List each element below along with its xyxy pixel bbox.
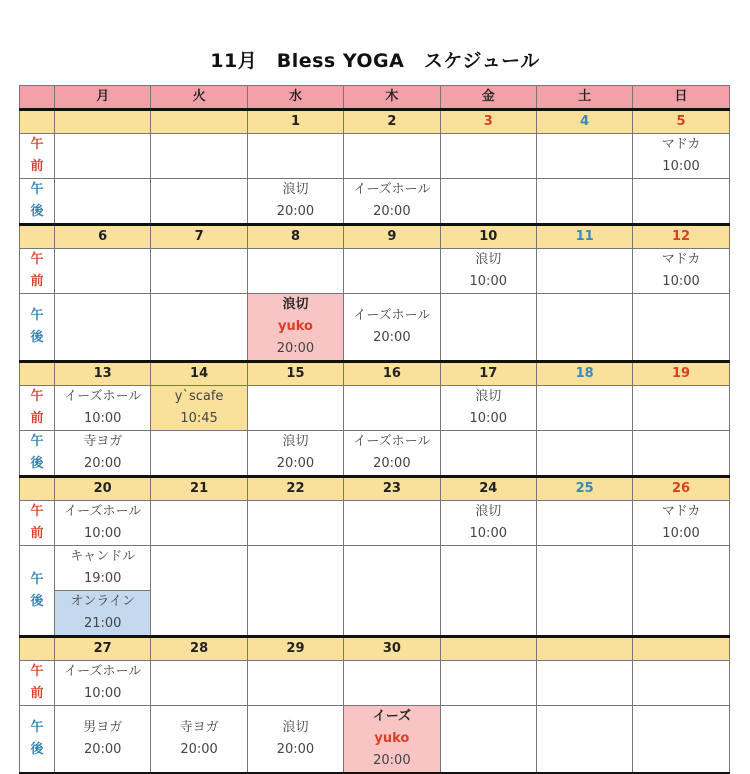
event-cell — [440, 431, 536, 477]
event-cell: 寺ヨガ 20:00 — [151, 706, 247, 774]
event-cell — [633, 294, 729, 362]
date-row-side — [20, 637, 55, 661]
date-row — [20, 637, 730, 661]
event-cell — [151, 661, 247, 706]
event-cell — [344, 249, 440, 294]
event-cell: 浪切 10:00 — [440, 249, 536, 294]
event-cell — [633, 546, 729, 637]
pm-label: 午 後 — [20, 179, 55, 225]
date-row — [20, 362, 730, 386]
event-cell — [151, 431, 247, 477]
date-row-side — [20, 110, 55, 134]
date-cell: 6 — [55, 225, 151, 249]
event-cell — [55, 134, 151, 179]
event-cell: イーズホール 20:00 — [344, 179, 440, 225]
weekday-mon: 月 — [55, 86, 151, 110]
weekday-tue: 火 — [151, 86, 247, 110]
event-cell — [536, 431, 632, 477]
date-row — [20, 225, 730, 249]
event-cell: マドカ 10:00 — [633, 249, 729, 294]
event-cell — [247, 546, 343, 637]
date-cell: 17 — [440, 362, 536, 386]
am-row — [20, 249, 730, 294]
date-cell: 15 — [247, 362, 343, 386]
event-cell — [536, 134, 632, 179]
corner-cell — [20, 86, 55, 110]
event-cell: イーズホール 10:00 — [55, 386, 151, 431]
date-cell: 21 — [151, 477, 247, 501]
date-cell: 29 — [247, 637, 343, 661]
date-cell — [440, 637, 536, 661]
am-label: 午 前 — [20, 501, 55, 546]
pm-label: 午 後 — [20, 431, 55, 477]
am-row — [20, 661, 730, 706]
event-cell — [633, 386, 729, 431]
event-cell — [344, 386, 440, 431]
event-cell — [633, 179, 729, 225]
date-cell: 2 — [344, 110, 440, 134]
date-cell: 7 — [151, 225, 247, 249]
event-cell — [536, 179, 632, 225]
event-cell: 寺ヨガ 20:00 — [55, 431, 151, 477]
event-cell — [536, 501, 632, 546]
event-cell: 男ヨガ 20:00 — [55, 706, 151, 774]
event-cell: 浪切 10:00 — [440, 501, 536, 546]
event-cell-highlighted: 浪切 yuko 20:00 — [247, 294, 343, 362]
event-cell — [633, 431, 729, 477]
date-cell: 1 — [247, 110, 343, 134]
event-cell-split — [55, 546, 151, 637]
event-cell: 浪切 20:00 — [247, 179, 343, 225]
weekday-thu: 木 — [344, 86, 440, 110]
event-online: オンライン 21:00 — [55, 590, 150, 635]
event-cell: マドカ 10:00 — [633, 134, 729, 179]
date-cell: 9 — [344, 225, 440, 249]
event-cell: イーズホール 20:00 — [344, 294, 440, 362]
date-cell — [536, 637, 632, 661]
event-cell — [55, 249, 151, 294]
event-cell — [247, 386, 343, 431]
date-cell: 22 — [247, 477, 343, 501]
date-cell: 24 — [440, 477, 536, 501]
event-cell — [344, 134, 440, 179]
date-row-side — [20, 362, 55, 386]
event-cell — [55, 294, 151, 362]
event-cell: イーズホール 10:00 — [55, 501, 151, 546]
pm-row — [20, 706, 730, 774]
date-cell: 23 — [344, 477, 440, 501]
event-cell-highlighted: イーズ yuko 20:00 — [344, 706, 440, 774]
date-cell: 3 — [440, 110, 536, 134]
event-cell: マドカ 10:00 — [633, 501, 729, 546]
date-cell: 4 — [536, 110, 632, 134]
date-row-side — [20, 225, 55, 249]
date-cell: 18 — [536, 362, 632, 386]
date-row — [20, 110, 730, 134]
date-cell: 28 — [151, 637, 247, 661]
am-row — [20, 134, 730, 179]
weekday-fri: 金 — [440, 86, 536, 110]
event-cell — [536, 661, 632, 706]
am-label: 午 前 — [20, 134, 55, 179]
event-cell — [247, 134, 343, 179]
pm-row — [20, 546, 730, 637]
event-cell — [247, 249, 343, 294]
event-cell — [151, 134, 247, 179]
date-cell: 13 — [55, 362, 151, 386]
date-row — [20, 477, 730, 501]
event-cell — [440, 661, 536, 706]
event-cell — [536, 706, 632, 774]
pm-row — [20, 179, 730, 225]
event-cell — [440, 179, 536, 225]
event-cell — [344, 501, 440, 546]
weekday-sat: 土 — [536, 86, 632, 110]
am-row — [20, 386, 730, 431]
am-label: 午 前 — [20, 249, 55, 294]
event-cell — [440, 546, 536, 637]
event-cell — [344, 546, 440, 637]
event-cell — [151, 179, 247, 225]
event-cell — [55, 179, 151, 225]
date-cell: 12 — [633, 225, 729, 249]
event-cell: 浪切 20:00 — [247, 706, 343, 774]
pm-row — [20, 431, 730, 477]
date-cell — [633, 637, 729, 661]
date-row-side — [20, 477, 55, 501]
event-cell — [440, 706, 536, 774]
event-cell — [536, 249, 632, 294]
date-cell: 8 — [247, 225, 343, 249]
event-cell — [440, 294, 536, 362]
event-cell: 浪切 20:00 — [247, 431, 343, 477]
event-cell-highlighted: y`scafe 10:45 — [151, 386, 247, 431]
pm-label: 午 後 — [20, 546, 55, 637]
date-cell: 20 — [55, 477, 151, 501]
event-cell — [247, 501, 343, 546]
event-cell — [344, 661, 440, 706]
date-cell: 27 — [55, 637, 151, 661]
date-cell: 19 — [633, 362, 729, 386]
event-cell — [440, 134, 536, 179]
date-cell: 25 — [536, 477, 632, 501]
date-cell — [151, 110, 247, 134]
event-cell — [633, 706, 729, 774]
event-cell — [151, 249, 247, 294]
date-cell: 10 — [440, 225, 536, 249]
event-candle: キャンドル 19:00 — [70, 549, 136, 586]
date-cell: 11 — [536, 225, 632, 249]
event-cell — [151, 501, 247, 546]
event-cell — [536, 294, 632, 362]
date-cell: 26 — [633, 477, 729, 501]
event-cell — [151, 294, 247, 362]
event-cell: 浪切 10:00 — [440, 386, 536, 431]
am-row — [20, 501, 730, 546]
am-label: 午 前 — [20, 661, 55, 706]
pm-row — [20, 294, 730, 362]
schedule-calendar — [19, 85, 730, 774]
pm-label: 午 後 — [20, 294, 55, 362]
am-label: 午 前 — [20, 386, 55, 431]
date-cell: 14 — [151, 362, 247, 386]
event-cell — [247, 661, 343, 706]
weekday-sun: 日 — [633, 86, 729, 110]
event-cell — [633, 661, 729, 706]
date-cell: 5 — [633, 110, 729, 134]
event-cell — [536, 546, 632, 637]
event-cell — [151, 546, 247, 637]
pm-label: 午 後 — [20, 706, 55, 774]
page-title: 11月 Bless YOGA スケジュール — [210, 50, 540, 72]
event-cell — [536, 386, 632, 431]
date-cell — [55, 110, 151, 134]
event-cell: イーズホール 20:00 — [344, 431, 440, 477]
event-cell: イーズホール 10:00 — [55, 661, 151, 706]
weekday-header-row — [20, 86, 730, 110]
weekday-wed: 水 — [247, 86, 343, 110]
date-cell: 16 — [344, 362, 440, 386]
date-cell: 30 — [344, 637, 440, 661]
